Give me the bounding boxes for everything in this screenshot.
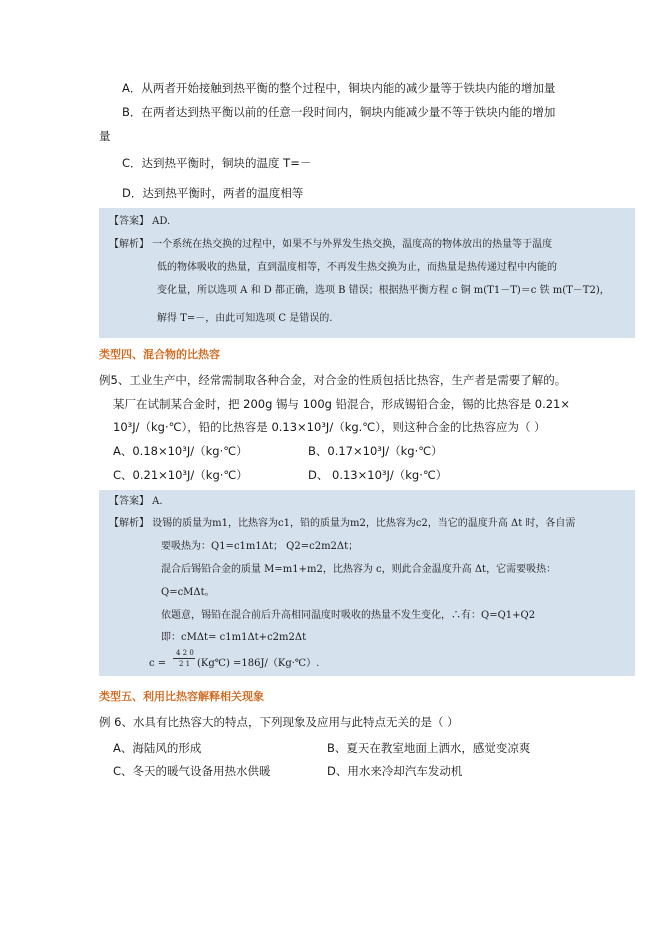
fraction-numerator: 4 2 0 bbox=[176, 649, 194, 657]
section-heading-4: 类型四、混合物的比热容 bbox=[99, 348, 220, 361]
example5-option-b: B、0.17×10³J/（kg·℃） bbox=[308, 444, 443, 458]
analysis-line-1: 【解析】 一个系统在热交换的过程中，如果不与外界发生热交换，温度高的物体放出的热量等于温度 bbox=[109, 239, 553, 250]
example6-stem: 例 6、水具有比热容大的特点，下列现象及应用与此特点无关的是（ ） bbox=[99, 715, 459, 729]
example5-stem: 例5、工业生产中，经常需制取各种合金，对合金的性质包括比热容，生产者是需要了解的。 bbox=[99, 373, 567, 387]
analysis-line-6: 即：cMΔt= c1m1Δt+c2m2Δt bbox=[161, 632, 307, 643]
formula-suffix: (Kg℃) =186J/（Kg·℃）. bbox=[197, 658, 320, 669]
option-b-line2: 量 bbox=[99, 129, 111, 143]
option-b-line1: B．在两者达到热平衡以前的任意一段时间内，铜块内能减少量不等于铁块内能的增加 bbox=[122, 105, 556, 119]
formula-prefix: c = bbox=[149, 658, 167, 669]
section-heading-5: 类型五、利用比热容解释相关现象 bbox=[99, 690, 264, 703]
answer-box-2 bbox=[99, 490, 635, 676]
analysis-line-3: 混合后锡铅合金的质量 M=m1+m2，比热容为 c，则此合金温度升高 Δt，它需要吸热： bbox=[161, 564, 557, 575]
analysis-line-3: 变化量，所以选项 A 和 D 都正确，选项 B 错误；根据热平衡方程 c 铜 m(T1－T)＝c 铁 m(T－T2)， bbox=[157, 285, 610, 296]
answer-box-1 bbox=[99, 208, 635, 338]
analysis-line-4: 解得 T=－，由此可知选项 C 是错误的. bbox=[157, 313, 333, 324]
example5-body-2: 10³J/（kg·℃），铅的比热容是 0.13×10³J/（kg.℃），则这种合金的比热容应为（ ） bbox=[113, 420, 546, 434]
option-c: C．达到热平衡时，铜块的温度 T=－ bbox=[122, 156, 312, 170]
analysis-line-5: 依题意，锡铅在混合前后升高相同温度时吸收的热量不发生变化，∴有：Q=Q1+Q2 bbox=[161, 610, 536, 621]
fraction-denominator: 2 1 bbox=[179, 660, 191, 668]
option-a: A．从两者开始接触到热平衡的整个过程中，铜块内能的减少量等于铁块内能的增加量 bbox=[122, 81, 556, 95]
example5-option-d: D、 0.13×10³J/（kg·℃） bbox=[308, 468, 448, 482]
fraction-bar bbox=[173, 658, 195, 659]
analysis-line-2: 要吸热为：Q1=c1m1Δt； Q2=c2m2Δt； bbox=[161, 541, 359, 552]
option-d: D．达到热平衡时，两者的温度相等 bbox=[122, 186, 304, 200]
example6-option-a: A、海陆风的形成 bbox=[113, 741, 202, 755]
answer-label: 【答案】 A. bbox=[109, 496, 163, 507]
example5-option-a: A、0.18×10³J/（kg·℃） bbox=[113, 444, 248, 458]
analysis-line-4: Q=cMΔt。 bbox=[161, 587, 215, 598]
example5-option-c: C、0.21×10³J/（kg·℃） bbox=[113, 468, 248, 482]
analysis-line-1: 【解析】 设锡的质量为m1，比热容为c1，铅的质量为m2，比热容为c2，当它的温度升高 Δt 时，各自需 bbox=[109, 518, 576, 529]
example6-option-c: C、冬天的暖气设备用热水供暖 bbox=[113, 764, 271, 778]
example5-body-1: 某厂在试制某合金时，把 200g 锡与 100g 铅混合，形成锡铅合金，锡的比热容是 0.21× bbox=[113, 397, 571, 411]
answer-label: 【答案】 AD. bbox=[109, 216, 171, 227]
example6-option-d: D、用水来冷却汽车发动机 bbox=[327, 764, 463, 778]
example6-option-b: B、夏天在教室地面上洒水，感觉变凉爽 bbox=[327, 741, 531, 755]
analysis-line-2: 低的物体吸收的热量，直到温度相等，不再发生热交换为止，而热量是热传递过程中内能的 bbox=[157, 262, 557, 273]
